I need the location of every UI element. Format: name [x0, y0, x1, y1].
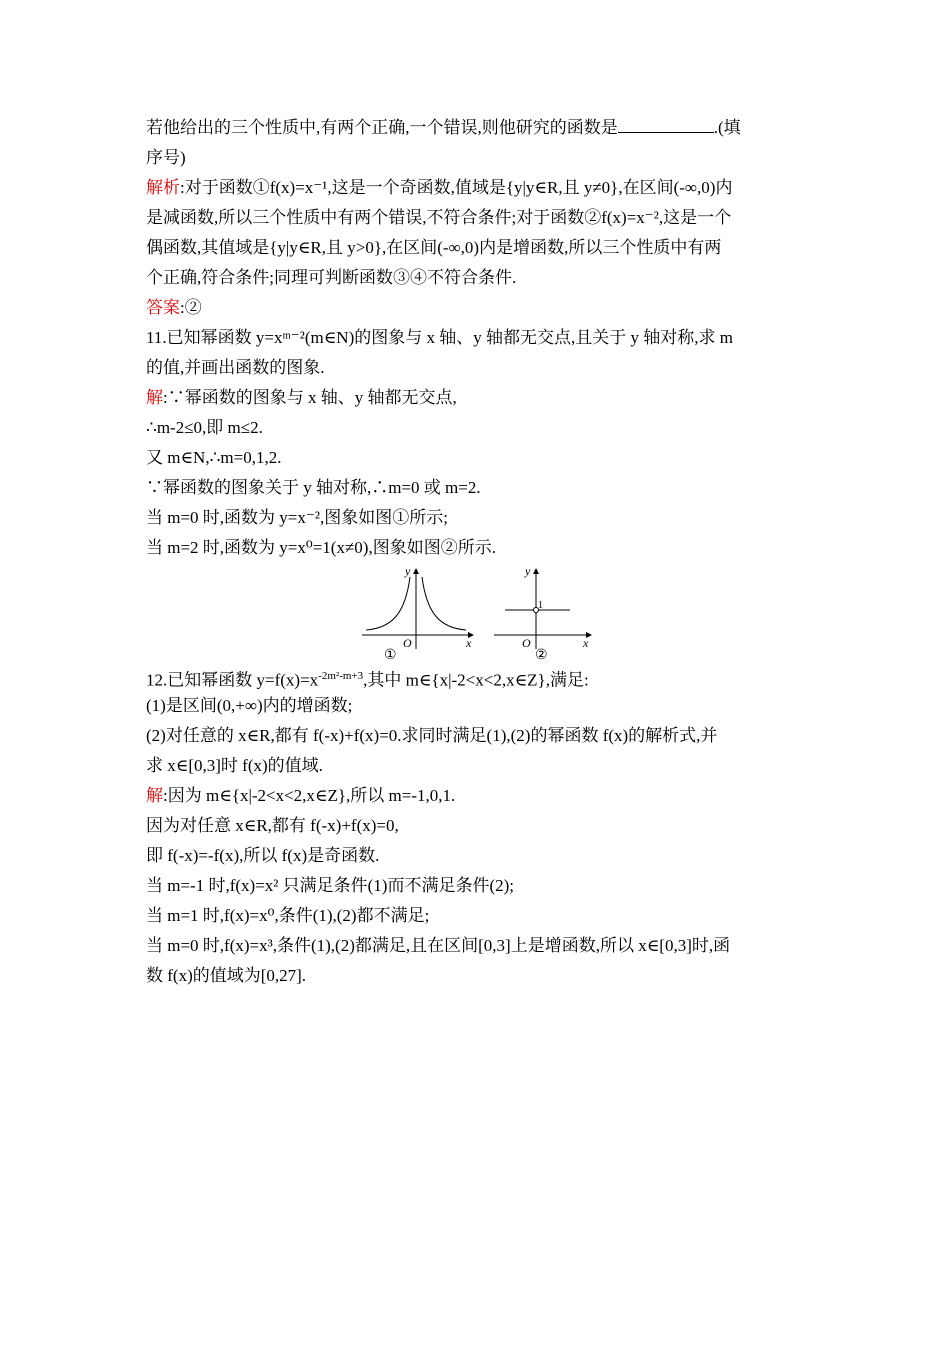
- axis-label-y: y: [405, 564, 411, 578]
- text-line: 是减函数,所以三个性质中有两个错误,不符合条件;对于函数②f(x)=x⁻²,这是一个: [146, 208, 732, 227]
- text: 12.已知幂函数 y=f(x)=x: [146, 670, 319, 690]
- text-line: [146, 293, 806, 323]
- answer-heading: 答案: [146, 298, 180, 317]
- text: 若他给出的三个性质中,有两个正确,一个错误,则他研究的函数是: [146, 118, 618, 137]
- text-line: 即 f(-x)=-f(x),所以 f(x)是奇函数.: [146, 846, 380, 865]
- graph-2: [494, 564, 591, 661]
- text-line: [146, 113, 806, 143]
- question-12: [146, 661, 806, 691]
- question-11: 11.已知幂函数 y=xᵐ⁻²(m∈N)的图象与 x 轴、y 轴都无交点,且关于 y 轴对称,求 m: [146, 328, 733, 347]
- function-graphs: [146, 563, 806, 661]
- text-line: 序号): [146, 148, 186, 167]
- text-line: 当 m=1 时,f(x)=x⁰,条件(1),(2)都不满足;: [146, 906, 430, 925]
- text-line: 个正确,符合条件;同理可判断函数③④不符合条件.: [146, 268, 517, 287]
- axis-label-x: x: [466, 636, 472, 650]
- text-line: 的值,并画出函数的图象.: [146, 358, 325, 377]
- text-line: 当 m=0 时,f(x)=x³,条件(1),(2)都满足,且在区间[0,3]上是增函数,所以 x∈[0,3]时,函: [146, 936, 731, 955]
- document-page: [146, 113, 806, 991]
- graph-1: [362, 564, 473, 661]
- text-line: 当 m=-1 时,f(x)=x² 只满足条件(1)而不满足条件(2);: [146, 876, 515, 895]
- solution-heading: 解: [146, 388, 163, 407]
- text: :对于函数①f(x)=x⁻¹,这是一个奇函数,值域是{y|y∈R,且 y≠0},在区间(-∞,0)内: [180, 178, 733, 197]
- text-line: [146, 383, 806, 413]
- text: :∵幂函数的图象与 x 轴、y 轴都无交点,: [163, 388, 457, 407]
- figure-caption: ②: [535, 648, 548, 661]
- graphs-svg: [146, 563, 806, 661]
- text-line: 偶函数,其值域是{y|y∈R,且 y>0},在区间(-∞,0)内是增函数,所以三个性质中有两: [146, 238, 722, 257]
- text-line: 又 m∈N,∴m=0,1,2.: [146, 448, 282, 467]
- solution-heading: 解: [146, 786, 163, 805]
- axis-label-y: y: [525, 564, 531, 578]
- text-line: 数 f(x)的值域为[0,27].: [146, 966, 307, 985]
- text-line: (2)对任意的 x∈R,都有 f(-x)+f(x)=0.求同时满足(1),(2)的幂函数 f(x)的解析式,并: [146, 726, 718, 745]
- text-line: ∴m-2≤0,即 m≤2.: [146, 418, 263, 437]
- text-line: (1)是区间(0,+∞)内的增函数;: [146, 696, 353, 715]
- origin-label: O: [403, 636, 412, 650]
- curve-right: [422, 577, 466, 630]
- text-line: [146, 173, 806, 203]
- answer-blank[interactable]: [618, 116, 714, 133]
- text: :②: [180, 298, 202, 317]
- origin-label: O: [522, 636, 531, 650]
- text-line: ∵幂函数的图象关于 y 轴对称,∴m=0 或 m=2.: [146, 478, 481, 497]
- text-line: 当 m=2 时,函数为 y=x⁰=1(x≠0),图象如图②所示.: [146, 538, 496, 557]
- text: ,其中 m∈{x|-2<x<2,x∈Z},满足:: [363, 670, 589, 690]
- tick-label-1: 1: [538, 600, 543, 611]
- figure-caption: ①: [384, 648, 397, 661]
- text-line: [146, 781, 806, 811]
- text: .(填: [713, 118, 741, 137]
- analysis-heading: 解析: [146, 178, 180, 197]
- text-line: 当 m=0 时,函数为 y=x⁻²,图象如图①所示;: [146, 508, 448, 527]
- curve-left: [366, 577, 410, 630]
- text: :因为 m∈{x|-2<x<2,x∈Z},所以 m=-1,0,1.: [163, 786, 456, 805]
- exponent: -2m²-m+3: [318, 670, 364, 682]
- text-line: 因为对任意 x∈R,都有 f(-x)+f(x)=0,: [146, 816, 399, 835]
- text-line: 求 x∈[0,3]时 f(x)的值域.: [146, 756, 323, 775]
- axis-label-x: x: [583, 636, 589, 650]
